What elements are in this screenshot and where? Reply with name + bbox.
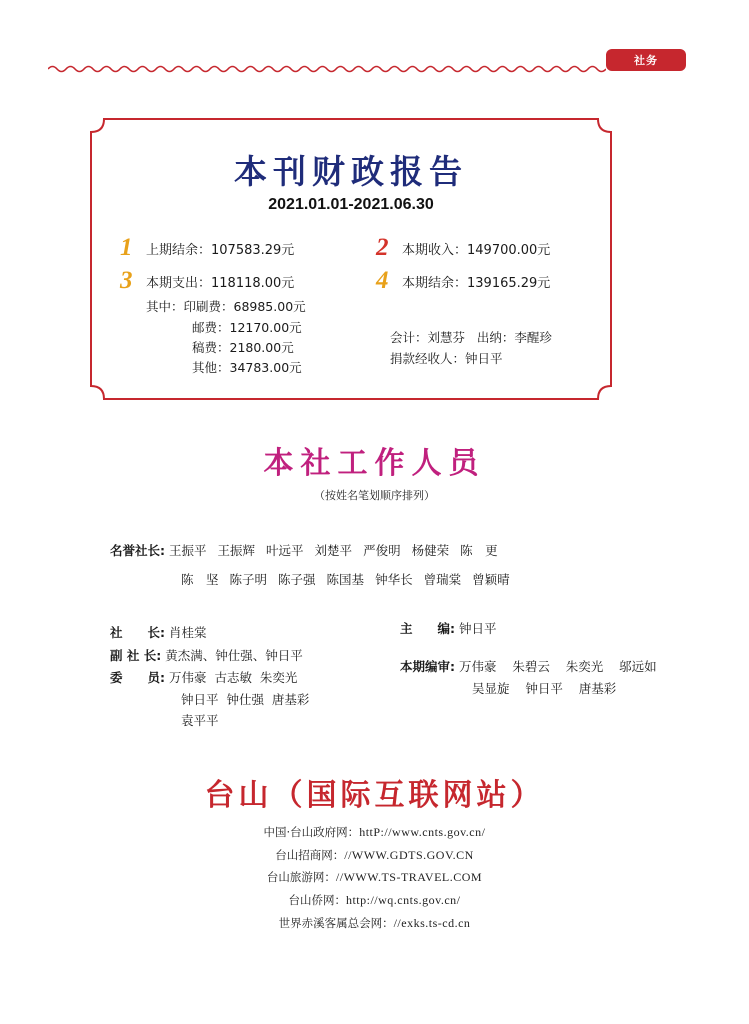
website-url[interactable]: //exks.ts-cd.cn	[393, 916, 471, 930]
staff-name: 王振平	[169, 543, 207, 558]
website-url[interactable]: //WWW.TS-TRAVEL.COM	[335, 870, 483, 884]
staff-name: 王振辉	[217, 543, 256, 558]
honorary-presidents-row-1	[110, 540, 509, 560]
staff-name: 陈 坚	[181, 572, 219, 587]
website-line	[0, 824, 749, 840]
chief-editor-row	[400, 618, 497, 638]
website-name: 台山侨网：	[288, 893, 346, 907]
staff-subtitle: （按姓名笔划顺序排列）	[314, 489, 435, 502]
website-line	[0, 847, 749, 863]
staff-name: 陈国基	[326, 572, 365, 587]
website-line	[0, 892, 749, 908]
vice-president-label: 副 社 长:	[110, 648, 162, 663]
report-item-text: 本期结余：139165.29元	[402, 275, 551, 291]
website-url[interactable]: httP://www.cnts.gov.cn/	[359, 825, 486, 839]
staff-name: 陈子明	[229, 572, 268, 587]
websites-title: 台山（国际互联网站）	[204, 778, 545, 813]
header-wave-line	[48, 63, 606, 75]
committee-row-3: 袁平平	[181, 713, 219, 728]
website-name: 世界赤溪客属总会网：	[278, 916, 394, 930]
staff-name: 黄杰满、钟仕强、钟日平	[165, 648, 303, 663]
signature-accountant-cashier: 会计：刘慧芬 出纳：李醒珍	[390, 330, 552, 345]
website-line	[0, 869, 749, 885]
report-item-previous-balance	[120, 236, 294, 260]
committee-row	[110, 667, 297, 687]
chief-editor-label: 主 编:	[400, 621, 455, 636]
website-line	[0, 915, 749, 931]
number-badge: 2	[376, 234, 389, 261]
president-label: 社 长:	[110, 625, 165, 640]
issue-editors-label: 本期编审:	[400, 659, 455, 674]
committee-label: 委 员:	[110, 670, 165, 685]
report-item-text: 上期结余：107583.29元	[146, 242, 295, 258]
report-item-current-balance	[376, 269, 550, 293]
report-item-expense	[120, 269, 294, 293]
report-period: 2021.01.01-2021.06.30	[268, 196, 434, 213]
section-tag: 社务	[606, 49, 686, 71]
expense-line-printing: 其中：印刷费：68985.00元	[146, 299, 306, 314]
staff-names: 万伟豪 朱碧云 朱奕光 邬远如	[459, 659, 657, 674]
president-row	[110, 622, 207, 642]
issue-editors-row-2: 吴显旋 钟日平 唐基彩	[472, 681, 617, 696]
expense-line-royalties: 稿费：2180.00元	[192, 340, 294, 355]
website-name: 台山旅游网：	[266, 870, 336, 884]
staff-name: 陈子强	[278, 572, 316, 587]
website-name: 中国·台山政府网：	[263, 825, 360, 839]
number-badge: 3	[120, 267, 133, 294]
staff-name: 杨健荣	[411, 543, 450, 558]
staff-name: 钟日平	[459, 621, 497, 636]
website-url[interactable]: http://wq.cnts.gov.cn/	[345, 893, 461, 907]
report-item-income	[376, 236, 550, 260]
staff-name: 陈 更	[460, 543, 498, 558]
honorary-presidents-label: 名誉社长:	[110, 543, 165, 558]
vice-president-row	[110, 645, 303, 665]
staff-name: 曾颖晴	[472, 572, 510, 587]
issue-editors-row	[400, 656, 657, 676]
committee-row-2: 钟日平 钟仕强 唐基彩	[181, 692, 310, 707]
staff-names: 万伟豪 古志敏 朱奕光	[169, 670, 298, 685]
number-badge: 1	[120, 234, 133, 261]
staff-title: 本社工作人员	[263, 446, 486, 481]
staff-name: 曾瑞棠	[423, 572, 462, 587]
expense-line-postage: 邮费：12170.00元	[192, 320, 302, 335]
number-badge: 4	[376, 267, 389, 294]
staff-name: 刘楚平	[314, 543, 353, 558]
report-item-text: 本期收入：149700.00元	[402, 242, 551, 258]
report-item-text: 本期支出：118118.00元	[146, 275, 295, 291]
website-name: 台山招商网：	[275, 848, 345, 862]
expense-line-other: 其他：34783.00元	[192, 360, 302, 375]
staff-name: 肖桂棠	[169, 625, 207, 640]
honorary-presidents-row-2	[181, 569, 521, 589]
website-url[interactable]: //WWW.GDTS.GOV.CN	[344, 848, 474, 862]
signature-donation-receiver: 捐款经收人：钟日平	[390, 351, 503, 366]
staff-name: 严俊明	[363, 543, 401, 558]
staff-name: 钟华长	[375, 572, 413, 587]
report-title: 本刊财政报告	[234, 152, 468, 191]
staff-name: 叶远平	[266, 543, 304, 558]
